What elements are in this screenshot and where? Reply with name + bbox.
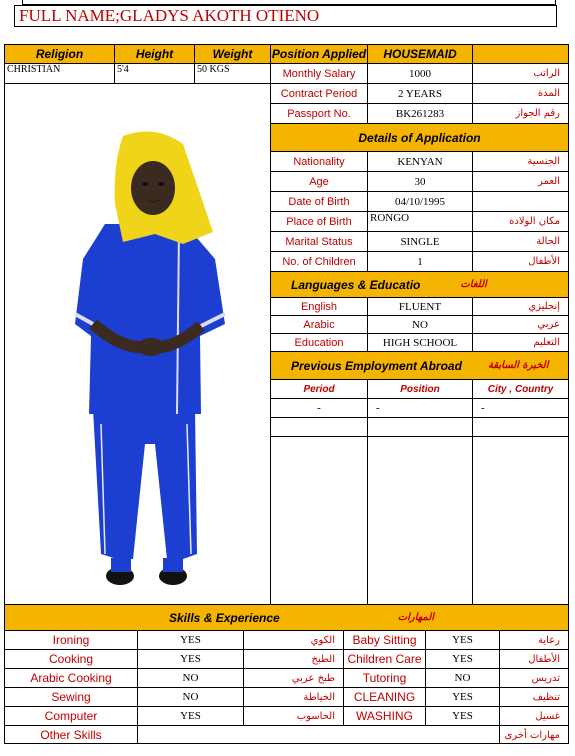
detail-arabic: العمر — [473, 172, 568, 192]
employment-empty-cell — [271, 437, 368, 604]
skills-title: Skills & Experience — [169, 610, 280, 625]
employment-position-value: - — [368, 399, 473, 418]
position-arabic-header — [473, 45, 568, 64]
detail-value: RONGO — [368, 212, 473, 232]
skill-arabic: الأطفال — [500, 650, 568, 669]
skill-label: CLEANING — [344, 688, 426, 707]
skill-arabic: تنظيف — [500, 688, 568, 707]
skill-value: YES — [138, 650, 244, 669]
skills-header — [5, 604, 568, 631]
skill-label: Tutoring — [344, 669, 426, 688]
skill-label: Ironing — [5, 631, 138, 650]
religion-value: CHRISTIAN — [5, 64, 115, 84]
detail-label: Age — [271, 172, 368, 192]
employment-empty-cell — [271, 418, 368, 437]
skill-label: Children Care — [344, 650, 426, 669]
height-value: 5'4 — [115, 64, 195, 84]
applicant-photo — [5, 84, 271, 604]
height-header: Height — [115, 45, 195, 64]
detail-arabic: الأطفال — [473, 252, 568, 272]
employment-empty-cell — [368, 418, 473, 437]
detail-arabic: مكان الولادة — [473, 212, 568, 232]
skill-label: Baby Sitting — [344, 631, 426, 650]
skill-value: NO — [426, 669, 500, 688]
skill-value: NO — [138, 669, 244, 688]
other-skills-value — [138, 726, 500, 744]
skill-arabic: الكوي — [244, 631, 344, 650]
employment-title: Previous Employment Abroad — [291, 358, 462, 373]
skills-arabic: المهارات — [397, 612, 435, 623]
detail-value: 04/10/1995 — [368, 192, 473, 212]
contract-rows — [271, 64, 568, 124]
contract-label: Passport No. — [271, 104, 368, 124]
other-skills-arabic: مهارات أخرى — [504, 729, 560, 741]
detail-label: No. of Children — [271, 252, 368, 272]
contract-arabic: الراتب — [473, 64, 568, 84]
religion-header: Religion — [5, 45, 115, 64]
employment-city-value: - — [473, 399, 568, 418]
skill-value: YES — [138, 707, 244, 726]
employment-city-header: City , Country — [473, 380, 568, 399]
skill-value: YES — [426, 631, 500, 650]
detail-label: Marital Status — [271, 232, 368, 252]
full-name-banner — [14, 5, 557, 27]
skill-label: Cooking — [5, 650, 138, 669]
skill-value: YES — [426, 707, 500, 726]
skill-arabic: رعاية — [500, 631, 568, 650]
photo-area — [5, 84, 271, 604]
detail-value: KENYAN — [368, 152, 473, 172]
language-arabic: التعليم — [473, 334, 568, 352]
detail-label: Place of Birth — [271, 212, 368, 232]
skill-arabic: غسيل — [500, 707, 568, 726]
detail-arabic: الجنسية — [473, 152, 568, 172]
language-value: HIGH SCHOOL — [368, 334, 473, 352]
weight-header: Weight — [195, 45, 271, 64]
language-arabic: عربي — [473, 316, 568, 334]
languages-arabic: اللغات — [460, 279, 487, 290]
skill-arabic: تدريس — [500, 669, 568, 688]
position-applied-header: Position Applied — [271, 45, 368, 64]
detail-value: SINGLE — [368, 232, 473, 252]
skill-arabic: طبخ عربي — [244, 669, 344, 688]
detail-arabic — [473, 192, 568, 212]
details-rows — [271, 152, 568, 272]
language-label: Education — [271, 334, 368, 352]
employment-empty-cell — [368, 437, 473, 604]
weight-value: 50 KGS — [195, 64, 271, 84]
detail-arabic: الحالة — [473, 232, 568, 252]
contract-value: 1000 — [368, 64, 473, 84]
language-label: English — [271, 298, 368, 316]
contract-label: Monthly Salary — [271, 64, 368, 84]
employment-header — [271, 352, 568, 380]
employment-arabic: الخبرة السابقة — [487, 360, 549, 371]
language-value: FLUENT — [368, 298, 473, 316]
language-arabic: إنجليزي — [473, 298, 568, 316]
skill-value: YES — [138, 631, 244, 650]
skill-value: NO — [138, 688, 244, 707]
skill-arabic: الطبخ — [244, 650, 344, 669]
contract-arabic: رقم الجواز — [473, 104, 568, 124]
contract-label: Contract Period — [271, 84, 368, 104]
skill-value: YES — [426, 688, 500, 707]
employment-position-header: Position — [368, 380, 473, 399]
skills-grid — [5, 631, 568, 744]
detail-label: Nationality — [271, 152, 368, 172]
skill-label: WASHING — [344, 707, 426, 726]
employment-empty-cell — [473, 418, 568, 437]
skill-label: Sewing — [5, 688, 138, 707]
detail-label: Date of Birth — [271, 192, 368, 212]
details-header: Details of Application — [271, 124, 568, 152]
position-value-header: HOUSEMAID — [368, 45, 473, 64]
detail-value: 30 — [368, 172, 473, 192]
skill-label: Arabic Cooking — [5, 669, 138, 688]
contract-arabic: المدة — [473, 84, 568, 104]
contract-value: 2 YEARS — [368, 84, 473, 104]
full-name-value: GLADYS AKOTH OTIENO — [119, 6, 320, 25]
language-value: NO — [368, 316, 473, 334]
employment-period-header: Period — [271, 380, 368, 399]
skill-label: Computer — [5, 707, 138, 726]
detail-value: 1 — [368, 252, 473, 272]
skill-value: YES — [426, 650, 500, 669]
languages-header — [271, 272, 568, 298]
full-name-label: FULL NAME; — [19, 6, 120, 25]
skill-arabic: الحاسوب — [244, 707, 344, 726]
language-label: Arabic — [271, 316, 368, 334]
other-skills-label: Other Skills — [5, 726, 138, 744]
skill-arabic: الخياطة — [244, 688, 344, 707]
languages-title: Languages & Educatio — [291, 277, 421, 292]
employment-period-value: - — [271, 399, 368, 418]
languages-rows — [271, 298, 568, 352]
contract-value: BK261283 — [368, 104, 473, 124]
